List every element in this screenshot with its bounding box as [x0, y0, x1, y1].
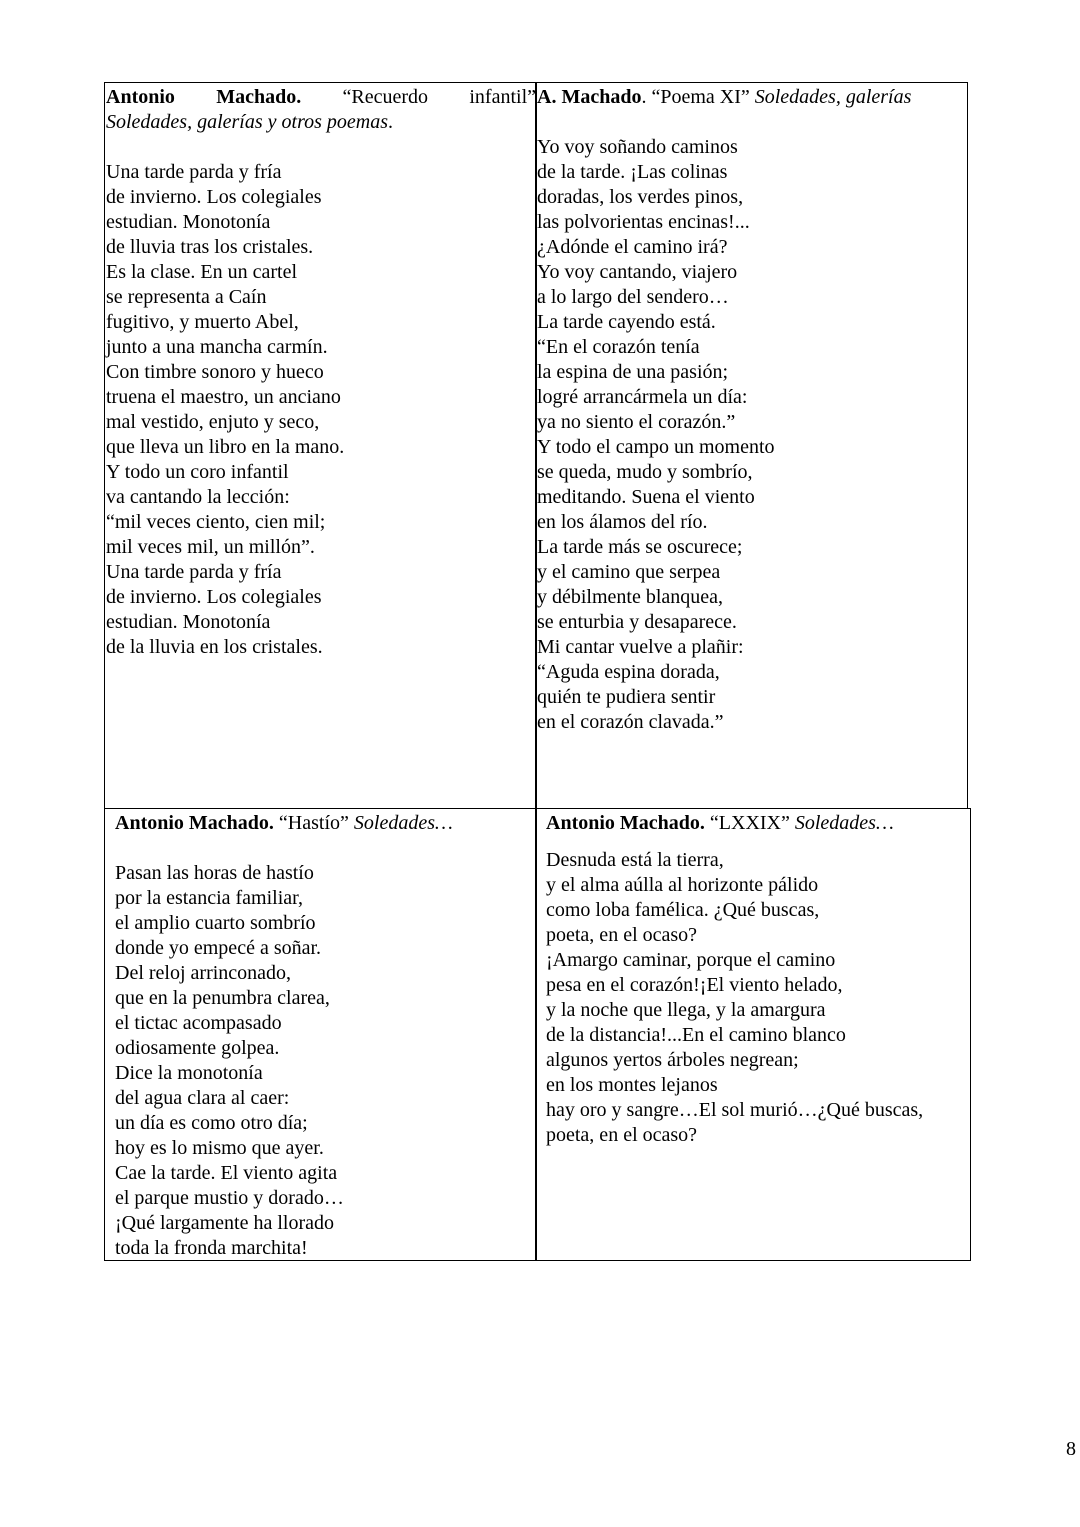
poem-line: “Aguda espina dorada, [537, 661, 720, 683]
poem-line: pesa en el corazón!¡El viento helado, [546, 974, 843, 996]
poem-line: y el camino que serpea [537, 561, 721, 583]
poem-heading [115, 811, 536, 836]
poem-line: “mil veces ciento, cien mil; [106, 511, 326, 533]
poem-title-first: “Recuerdo [342, 86, 429, 108]
poem-line: La tarde más se oscurece; [537, 536, 743, 558]
poem-body [546, 848, 970, 1148]
poem-line: que lleva un libro en la mano. [106, 436, 345, 458]
poem-line: odiosamente golpea. [115, 1037, 280, 1059]
poem-line: poeta, en el ocaso? [546, 924, 698, 946]
poem-line: de la distancia!...En el camino blanco [546, 1024, 846, 1046]
poem-subtitle-period: . [388, 111, 394, 133]
poem-body [537, 135, 967, 735]
poem-line: un día es como otro día; [115, 1112, 308, 1134]
poem-line: se representa a Caín [106, 286, 267, 308]
poem-line: las polvorientas encinas!... [537, 211, 750, 233]
poem-line: ¡Amargo caminar, porque el camino [546, 949, 836, 971]
poem-line: donde yo empecé a soñar. [115, 937, 322, 959]
poem-line: ¿Adónde el camino irá? [537, 236, 728, 258]
poem-line: se queda, mudo y sombrío, [537, 461, 753, 483]
poem-title: “Hastío” [273, 812, 354, 834]
poem-line: por la estancia familiar, [115, 887, 303, 909]
poem-heading [546, 811, 970, 836]
poem-line: del agua clara al caer: [115, 1087, 290, 1109]
poem-line: Yo voy soñando caminos [537, 136, 738, 158]
poem-line: de invierno. Los colegiales [106, 586, 322, 608]
poem-line: Una tarde parda y fría [106, 161, 282, 183]
poem-line: el parque mustio y dorado… [115, 1187, 344, 1209]
poem-line: de la tarde. ¡Las colinas [537, 161, 728, 183]
poem-cell-hastio [104, 808, 537, 1261]
poem-author-last: Machado. [216, 86, 302, 108]
poem-line: en los montes lejanos [546, 1074, 718, 1096]
poem-line: en el corazón clavada.” [537, 711, 724, 733]
poem-line: y la noche que llega, y la amargura [546, 999, 826, 1021]
poem-line: Del reloj arrinconado, [115, 962, 292, 984]
poem-line: que en la penumbra clarea, [115, 987, 330, 1009]
page-number: 8 [1066, 1438, 1076, 1460]
poem-line: se enturbia y desaparece. [537, 611, 737, 633]
poem-line: de lluvia tras los cristales. [106, 236, 314, 258]
poem-line: toda la fronda marchita! [115, 1237, 308, 1259]
poem-book: Soledades… [353, 812, 453, 834]
poem-line: algunos yertos árboles negrean; [546, 1049, 799, 1071]
poem-line: “En el corazón tenía [537, 336, 700, 358]
poem-line: Dice la monotonía [115, 1062, 263, 1084]
poem-line: y débilmente blanquea, [537, 586, 724, 608]
poem-book: Soledades, galerías [754, 86, 912, 108]
poem-line: Desnuda está la tierra, [546, 849, 724, 871]
poem-line: el tictac acompasado [115, 1012, 282, 1034]
poem-line: doradas, los verdes pinos, [537, 186, 744, 208]
poem-body [115, 861, 536, 1261]
poem-line: Una tarde parda y fría [106, 561, 282, 583]
poem-book: Soledades… [794, 812, 894, 834]
poem-author-first: Antonio [106, 86, 175, 108]
poem-line: Mi cantar vuelve a plañir: [537, 636, 744, 658]
poem-line: estudian. Monotonía [106, 611, 271, 633]
poem-line: el amplio cuarto sombrío [115, 912, 316, 934]
poem-line: ya no siento el corazón.” [537, 411, 736, 433]
poem-line: Cae la tarde. El viento agita [115, 1162, 338, 1184]
poem-title: . “Poema XI” [641, 86, 755, 108]
poem-title: “LXXIX” [704, 812, 795, 834]
poem-author: Antonio Machado. [546, 812, 705, 834]
poem-author: Antonio Machado. [115, 812, 274, 834]
poem-line: hay oro y sangre…El sol murió…¿Qué buscas, [546, 1099, 924, 1121]
poem-line: mal vestido, enjuto y seco, [106, 411, 320, 433]
poem-line: Yo voy cantando, viajero [537, 261, 738, 283]
poem-line: meditando. Suena el viento [537, 486, 755, 508]
poem-line: va cantando la lección: [106, 486, 290, 508]
poem-subtitle [106, 110, 536, 135]
poem-line: a lo largo del sendero… [537, 286, 729, 308]
poem-title-last: infantil” [469, 86, 536, 108]
poem-body [106, 160, 536, 660]
poem-line: Es la clase. En un cartel [106, 261, 298, 283]
poem-line: La tarde cayendo está. [537, 311, 716, 333]
poem-line: Y todo un coro infantil [106, 461, 289, 483]
poem-line: de la lluvia en los cristales. [106, 636, 323, 658]
poem-line: poeta, en el ocaso? [546, 1124, 698, 1146]
poem-line: de invierno. Los colegiales [106, 186, 322, 208]
poem-line: junto a una mancha carmín. [106, 336, 328, 358]
poem-line: estudian. Monotonía [106, 211, 271, 233]
poem-line: quién te pudiera sentir [537, 686, 716, 708]
poem-line: como loba famélica. ¿Qué buscas, [546, 899, 820, 921]
poem-heading [106, 85, 536, 110]
poem-cell-poema-xi [535, 82, 968, 809]
poem-line: fugitivo, y muerto Abel, [106, 311, 299, 333]
poem-cell-lxxix [535, 808, 971, 1261]
poem-line: Y todo el campo un momento [537, 436, 775, 458]
poem-line: Con timbre sonoro y hueco [106, 361, 324, 383]
poem-cell-recuerdo-infantil [104, 82, 537, 809]
poem-line: Pasan las horas de hastío [115, 862, 314, 884]
poem-book: Soledades, galerías y otros poemas [106, 111, 389, 133]
poem-line: logré arrancármela un día: [537, 386, 748, 408]
poem-line: la espina de una pasión; [537, 361, 729, 383]
poem-line: y el alma aúlla al horizonte pálido [546, 874, 819, 896]
poem-heading [537, 85, 967, 110]
poem-line: en los álamos del río. [537, 511, 708, 533]
poem-line: mil veces mil, un millón”. [106, 536, 315, 558]
poem-line: ¡Qué largamente ha llorado [115, 1212, 334, 1234]
poem-line: truena el maestro, un anciano [106, 386, 341, 408]
poem-line: hoy es lo mismo que ayer. [115, 1137, 324, 1159]
poem-author: A. Machado [537, 86, 642, 108]
